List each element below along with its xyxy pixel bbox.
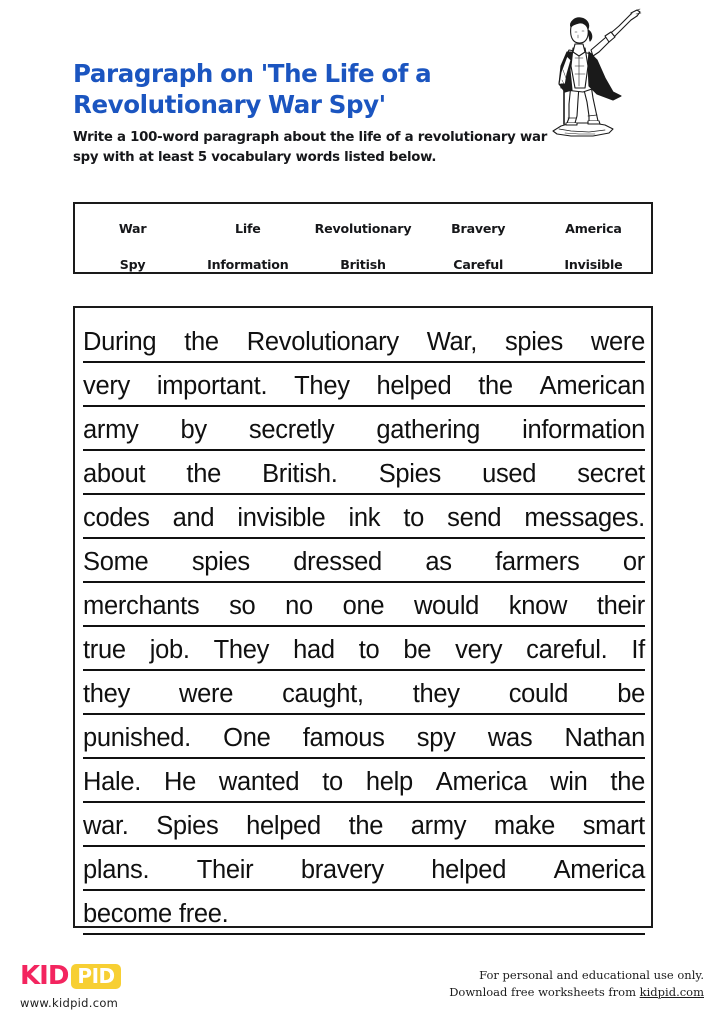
paragraph-line bbox=[83, 847, 645, 891]
paragraph-word: codes bbox=[83, 504, 150, 532]
vocabulary-word: Careful bbox=[453, 256, 504, 272]
paragraph-word: no bbox=[285, 592, 313, 620]
paragraph-word: information bbox=[522, 416, 645, 444]
paragraph-word: could bbox=[508, 680, 569, 708]
paragraph-word: be bbox=[403, 636, 432, 664]
paragraph-word: was bbox=[487, 724, 533, 752]
paragraph-word: were bbox=[590, 328, 645, 356]
paragraph-word: make bbox=[493, 812, 556, 840]
paragraph-word: or bbox=[622, 548, 645, 576]
paragraph-word: wanted bbox=[218, 768, 300, 796]
usage-notice bbox=[449, 967, 704, 1001]
paragraph-word: Some bbox=[83, 548, 149, 576]
usage-notice-line-2 bbox=[449, 984, 704, 1001]
paragraph-line bbox=[83, 363, 645, 407]
paragraph-word: help bbox=[365, 768, 413, 796]
paragraph-word: Nathan bbox=[564, 724, 645, 752]
logo-mark bbox=[20, 961, 180, 991]
paragraph-line bbox=[83, 583, 645, 627]
kidpid-logo bbox=[20, 961, 180, 1010]
paragraph-word: were bbox=[179, 680, 234, 708]
paragraph-word: famous bbox=[302, 724, 385, 752]
paragraph-word: free. bbox=[178, 900, 229, 928]
revolutionary-war-statue-illustration bbox=[509, 0, 653, 140]
paragraph-word: very bbox=[83, 372, 130, 400]
paragraph-word: spies bbox=[504, 328, 563, 356]
paragraph-word: Spies bbox=[156, 812, 219, 840]
paragraph-word: Spies bbox=[378, 460, 441, 488]
paragraph-word: true bbox=[83, 636, 126, 664]
vocabulary-row-1 bbox=[75, 204, 651, 246]
paragraph-line bbox=[83, 451, 645, 495]
paragraph-line bbox=[83, 671, 645, 715]
paragraph-word: army bbox=[83, 416, 139, 444]
paragraph-word: to bbox=[322, 768, 343, 796]
vocabulary-row-2 bbox=[75, 246, 651, 286]
paragraph-word: as bbox=[425, 548, 452, 576]
paragraph-word: One bbox=[223, 724, 271, 752]
vocabulary-word: Life bbox=[235, 220, 261, 236]
paragraph-word: had bbox=[293, 636, 335, 664]
paragraph-word: invisible bbox=[237, 504, 326, 532]
kidpid-link[interactable]: kidpid.com bbox=[639, 985, 704, 999]
paragraph-line bbox=[83, 319, 645, 363]
paragraph-word: careful. bbox=[526, 636, 608, 664]
paragraph-word: become bbox=[83, 900, 172, 928]
paragraph-word: If bbox=[631, 636, 645, 664]
paragraph-word: important. bbox=[156, 372, 268, 400]
vocabulary-word: America bbox=[565, 220, 622, 236]
paragraph-word: British. bbox=[262, 460, 338, 488]
paragraph-word: secretly bbox=[248, 416, 335, 444]
paragraph-line bbox=[83, 891, 645, 935]
usage-notice-line-1: For personal and educational use only. bbox=[479, 968, 704, 982]
paragraph-word: by bbox=[180, 416, 207, 444]
paragraph-word: helped bbox=[376, 372, 452, 400]
paragraph-word: to bbox=[358, 636, 380, 664]
paragraph-word: helped bbox=[431, 856, 507, 884]
paragraph-word: the bbox=[610, 768, 645, 796]
paragraph-word: and bbox=[172, 504, 215, 532]
paragraph-word: plans. bbox=[83, 856, 150, 884]
paragraph-line bbox=[83, 539, 645, 583]
logo-kid-text: KID bbox=[20, 961, 69, 991]
paragraph-word: they bbox=[412, 680, 460, 708]
paragraph-word: caught, bbox=[282, 680, 364, 708]
vocabulary-word: War bbox=[118, 220, 147, 236]
paragraph-line bbox=[83, 715, 645, 759]
paragraph-word: secret bbox=[577, 460, 645, 488]
vocabulary-word: Revolutionary bbox=[314, 220, 412, 236]
paragraph-word: punished. bbox=[83, 724, 191, 752]
paragraph-word: the bbox=[348, 812, 384, 840]
paragraph-word: Revolutionary bbox=[246, 328, 399, 356]
paragraph-word: about bbox=[83, 460, 146, 488]
paragraph-word: They bbox=[294, 372, 350, 400]
paragraph-word: job. bbox=[149, 636, 190, 664]
paragraph-word: gathering bbox=[376, 416, 481, 444]
paragraph-word: They bbox=[213, 636, 270, 664]
paragraph-word: During bbox=[83, 328, 157, 356]
paragraph-word: bravery bbox=[300, 856, 384, 884]
paragraph-answer-box[interactable] bbox=[73, 306, 653, 928]
paragraph-line bbox=[83, 627, 645, 671]
paragraph-word: America bbox=[553, 856, 645, 884]
paragraph-word: America bbox=[435, 768, 528, 796]
paragraph-word: used bbox=[482, 460, 537, 488]
instructions-text: Write a 100-word paragraph about the life of a revolutionary war spy with at least 5 vocabulary words listed below. bbox=[73, 130, 548, 165]
paragraph-word: merchants bbox=[83, 592, 200, 620]
paragraph-line bbox=[83, 495, 645, 539]
paragraph-word: dressed bbox=[293, 548, 382, 576]
paragraph-word: know bbox=[508, 592, 568, 620]
paragraph-word: be bbox=[617, 680, 645, 708]
paragraph-word: their bbox=[596, 592, 645, 620]
paragraph-word: War, bbox=[426, 328, 477, 356]
paragraph-word: helped bbox=[246, 812, 321, 840]
paragraph-word: very bbox=[455, 636, 503, 664]
paragraph-line bbox=[83, 759, 645, 803]
download-prefix-text: Download free worksheets from bbox=[449, 985, 640, 999]
logo-pid-badge: PID bbox=[71, 964, 120, 989]
paragraph-line bbox=[83, 407, 645, 451]
vocabulary-word: Invisible bbox=[564, 256, 623, 272]
paragraph-text bbox=[83, 319, 645, 935]
paragraph-word: spy bbox=[416, 724, 456, 752]
page-title: Paragraph on 'The Life of a Revolutionary War Spy' bbox=[73, 59, 432, 119]
vocabulary-word: Spy bbox=[119, 256, 146, 272]
paragraph-word: they bbox=[83, 680, 130, 708]
paragraph-word: army bbox=[410, 812, 467, 840]
paragraph-word: war. bbox=[83, 812, 129, 840]
paragraph-word: spies bbox=[191, 548, 250, 576]
paragraph-line bbox=[83, 803, 645, 847]
paragraph-word: to bbox=[403, 504, 425, 532]
paragraph-word: farmers bbox=[495, 548, 580, 576]
paragraph-word: messages. bbox=[524, 504, 645, 532]
vocabulary-word: Information bbox=[207, 256, 289, 272]
paragraph-word: would bbox=[413, 592, 480, 620]
paragraph-word: He bbox=[163, 768, 196, 796]
paragraph-word: Hale. bbox=[83, 768, 142, 796]
vocabulary-word: British bbox=[340, 256, 386, 272]
page-footer bbox=[0, 950, 724, 1024]
paragraph-word: send bbox=[447, 504, 502, 532]
vocabulary-word: Bravery bbox=[451, 220, 506, 236]
logo-website-url: www.kidpid.com bbox=[20, 996, 119, 1010]
paragraph-word: American bbox=[539, 372, 645, 400]
paragraph-word: the bbox=[184, 328, 219, 356]
paragraph-word: one bbox=[342, 592, 385, 620]
vocabulary-box bbox=[73, 202, 653, 274]
paragraph-word: the bbox=[186, 460, 221, 488]
paragraph-word: smart bbox=[582, 812, 645, 840]
paragraph-word: the bbox=[478, 372, 513, 400]
paragraph-word: so bbox=[229, 592, 256, 620]
paragraph-word: win bbox=[550, 768, 588, 796]
paragraph-word: ink bbox=[348, 504, 381, 532]
paragraph-word: Their bbox=[196, 856, 254, 884]
